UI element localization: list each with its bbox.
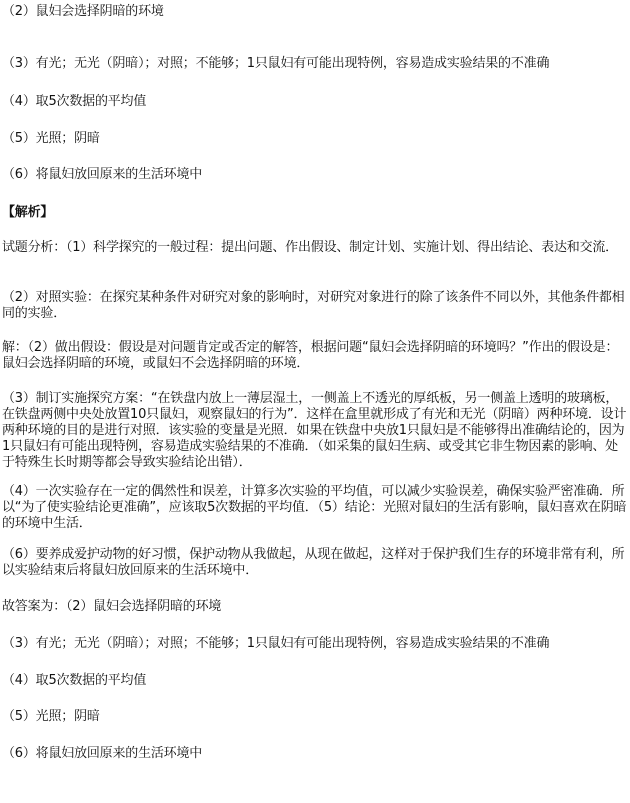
analysis-paragraph: 解：（2）做出假设：假设是对问题肯定或否定的解答，根据问题“鼠妇会选择阴暗的环境吗？”作出的假设是：鼠妇会选择阴暗的环境，或鼠妇不会选择阴暗的环境． bbox=[2, 340, 619, 371]
final-answer-line-6: （6）将鼠妇放回原来的生活环境中 bbox=[2, 746, 203, 761]
analysis-heading: 【解析】 bbox=[2, 205, 54, 220]
answer-line-3: （3）有光；无光（阴暗）；对照；不能够；1只鼠妇有可能出现特例，容易造成实验结果的不准确 bbox=[2, 56, 550, 71]
answer-line-4: （4）取5次数据的平均值 bbox=[2, 94, 147, 109]
analysis-paragraph: （2）对照实验：在探究某种条件对研究对象的影响时，对研究对象进行的除了该条件不同以外，其他条件都相同的实验． bbox=[2, 290, 625, 321]
analysis-paragraph: （3）制订实施探究方案：“在铁盘内放上一薄层湿土，一侧盖上不透光的厚纸板，另一侧盖上透明的玻璃板，在铁盘两侧中央处放置10只鼠妇，观察鼠妇的行为”．这样在盒里就形成了有光和无光（阴暗）两种环境．设计两种环境的目的是进行对照．该实验的变量是光照．如果在铁盘中央放1只鼠妇是不能够得出准确结论的，因为1只鼠妇有可能出现特例，容易造成实验结果的不准确．（如采集的鼠妇生病、或受其它非生物因素的影响、处于特殊生长时期等都会导致实验结论出错）． bbox=[2, 391, 627, 470]
answer-line-2: （2）鼠妇会选择阴暗的环境 bbox=[2, 4, 164, 19]
final-answer-line-2: 故答案为：（2）鼠妇会选择阴暗的环境 bbox=[2, 599, 222, 614]
analysis-paragraph: （6）要养成爱护动物的好习惯，保护动物从我做起，从现在做起，这样对于保护我们生存的环境非常有利，所以实验结束后将鼠妇放回原来的生活环境中． bbox=[2, 547, 625, 578]
answer-line-6: （6）将鼠妇放回原来的生活环境中 bbox=[2, 167, 203, 182]
analysis-paragraph: （4）一次实验存在一定的偶然性和误差，计算多次实验的平均值，可以减少实验误差，确保实验严密准确．所以“为了使实验结论更准确”，应该取5次数据的平均值．（5）结论：光照对鼠妇的生活有影响，鼠妇喜欢在阴暗的环境中生活． bbox=[2, 484, 627, 531]
final-answer-line-4: （4）取5次数据的平均值 bbox=[2, 673, 147, 688]
answer-line-5: （5）光照；阴暗 bbox=[2, 131, 100, 146]
final-answer-line-3: （3）有光；无光（阴暗）；对照；不能够；1只鼠妇有可能出现特例，容易造成实验结果的不准确 bbox=[2, 636, 550, 651]
analysis-paragraph: 试题分析：（1）科学探究的一般过程：提出问题、作出假设、制定计划、实施计划、得出结论、表达和交流． bbox=[2, 240, 618, 255]
final-answer-line-5: （5）光照；阴暗 bbox=[2, 709, 100, 724]
